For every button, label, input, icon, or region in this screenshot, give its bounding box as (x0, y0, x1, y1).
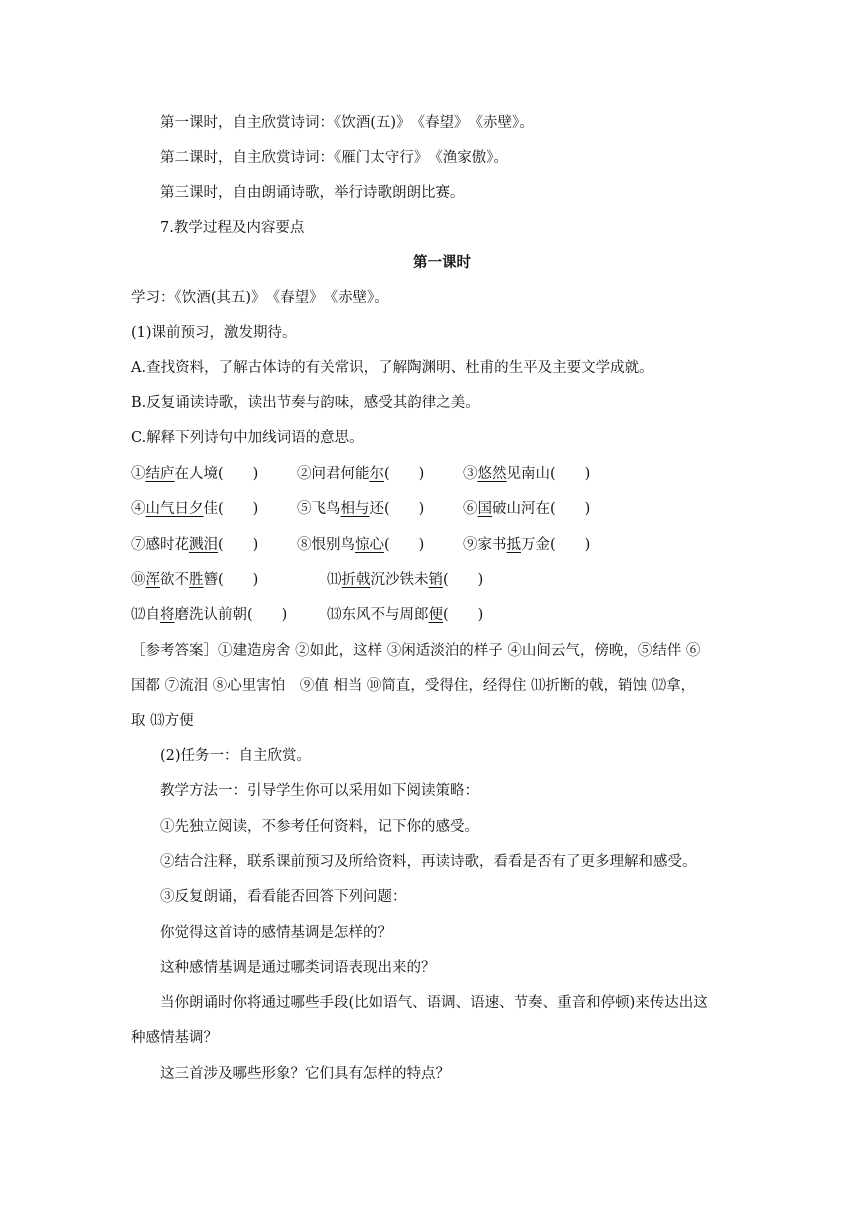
exercise-item: ③悠然见南山( ) (463, 466, 591, 482)
question-item: 当你朗诵时你将通过哪些手段(比如语气、语调、语速、节奏、重音和停顿)来传达出这 (160, 995, 708, 1011)
section-heading: 7.教学过程及内容要点 (160, 220, 305, 236)
answer-line: 国都 ⑦流泪 ⑧心里害怕 ⑨值 相当 ⑩简直，受得住，经得住 ⑾折断的戟，销蚀 ⑿拿， (131, 678, 696, 694)
method-line: 教学方法一：引导学生你可以采用如下阅读策略： (160, 783, 479, 799)
step-preview: (1)课前预习，激发期待。 (131, 325, 297, 341)
strategy-item: ②结合注释，联系课前预习及所给资料，再读诗歌，看看是否有了更多理解和感受。 (160, 854, 697, 870)
question-item-cont: 种感情基调？ (131, 1030, 218, 1046)
task-heading: (2)任务一：自主欣赏。 (160, 748, 312, 764)
question-item: 这种感情基调是通过哪类词语表现出来的？ (160, 960, 436, 976)
exercise-item: ⑧恨别鸟惊心( ) (297, 537, 425, 553)
exercise-item: ⑩浑欲不胜簪( ) (131, 572, 259, 588)
question-item: 你觉得这首诗的感情基调是怎样的？ (160, 925, 392, 941)
schedule-lesson3: 第三课时，自由朗诵诗歌，举行诗歌朗朗比赛。 (160, 185, 465, 201)
exercise-item: ②问君何能尔( ) (297, 466, 425, 482)
schedule-lesson1: 第一课时，自主欣赏诗词：《饮酒(五)》 《春望》 《赤壁》。 (160, 115, 534, 131)
exercise-item: ①结庐在人境( ) (131, 466, 259, 482)
exercise-item: ④山气日夕佳( ) (131, 501, 259, 517)
item-a: A.查找资料，了解古体诗的有关常识，了解陶渊明、杜甫的生平及主要文学成就。 (131, 360, 654, 376)
exercise-item: ⑿自将磨洗认前朝( ) (131, 607, 288, 623)
study-line: 学习：《饮酒(其五)》 《春望》 《赤壁》。 (131, 290, 389, 306)
strategy-item: ③反复朗诵，看看能否回答下列问题： (160, 889, 407, 905)
strategy-item: ①先独立阅读，不参考任何资料，记下你的感受。 (160, 819, 479, 835)
question-item: 这三首涉及哪些形象？它们具有怎样的特点？ (160, 1066, 450, 1082)
exercise-item: ⑾折戟沉沙铁未销( ) (327, 572, 484, 588)
item-b: B.反复诵读诗歌，读出节奏与韵味，感受其韵律之美。 (131, 395, 480, 411)
answer-line: 取 ⒀方便 (131, 713, 194, 729)
answer-line: ［参考答案］①建造房舍 ②如此，这样 ③闲适淡泊的样子 ④山间云气，傍晚，⑤结伴 ⑥ (131, 643, 701, 659)
exercise-item: ⒀东风不与周郎便( ) (327, 607, 484, 623)
exercise-item: ⑥国破山河在( ) (463, 501, 591, 517)
exercise-item: ⑨家书抵万金( ) (463, 537, 591, 553)
item-c: C.解释下列诗句中加线词语的意思。 (131, 430, 364, 446)
schedule-lesson2: 第二课时，自主欣赏诗词：《雁门太守行》 《渔家傲》。 (160, 150, 508, 166)
exercise-item: ⑦感时花溅泪( ) (131, 537, 259, 553)
exercise-item: ⑤飞鸟相与还( ) (297, 501, 425, 517)
lesson-title: 第一课时 (413, 255, 471, 271)
